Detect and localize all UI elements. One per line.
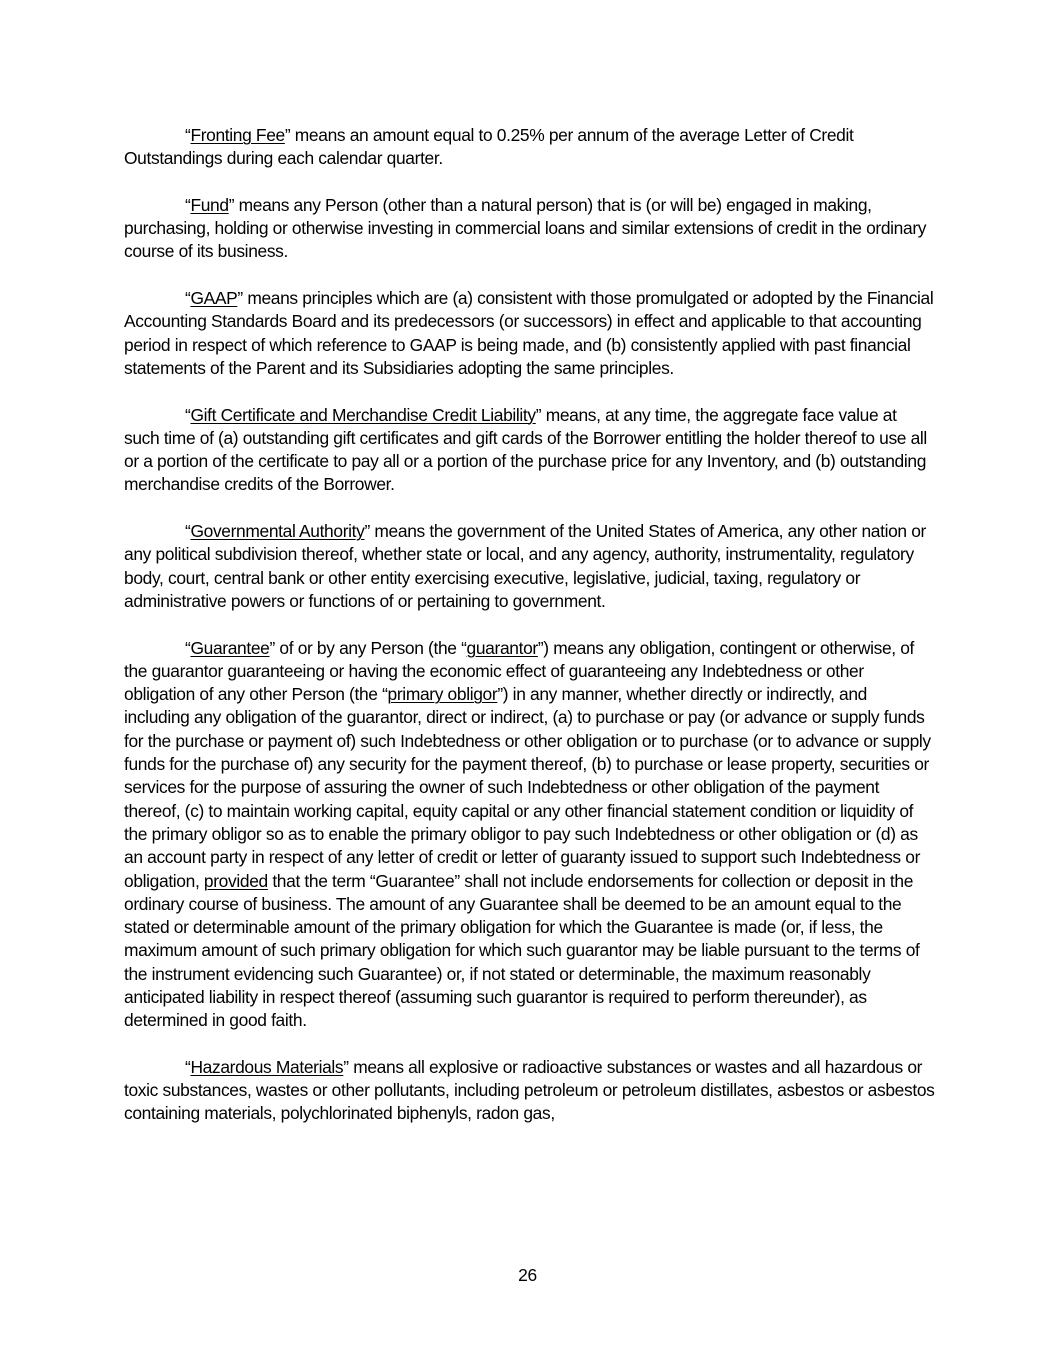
definition-text: that the term “Guarantee” shall not include endorsements for collection or deposit in the ordinary course of business. The amount of any Guarantee shall be deemed to be an amount equal to the stated or determinable amount of the primary obligation for which the Guarantee is made (or, if less, the maximum amount of such primary obligation for which such guarantor may be liable pursuant to the terms of the instrument evidencing such Guarantee) or, if not stated or determinable, the maximum reasonably anticipated liability in respect thereof (assuming such guarantor is required to perform thereunder), as determined in good faith. xyxy=(124,870,920,1031)
definition-text: ” means, at any time, the aggregate face value at such time of (a) outstanding gift certificates and gift cards of the Borrower entitling the holder thereof to use all or a portion of the certificate to pay all or a portion of the purchase price for any Inventory, and (b) outstanding merchandise credits of the Borrower. xyxy=(124,404,927,495)
defined-term: Hazardous Materials xyxy=(190,1056,344,1077)
open-quote: “ xyxy=(185,1056,191,1077)
definition-governmental-authority xyxy=(124,520,936,613)
definition-text: ”) means any obligation, contingent or otherwise, of the guarantor guaranteeing or having the economic effect of guaranteeing any Indebtedness or other obligation of any other Person (the “ xyxy=(124,637,915,705)
open-quote: “ xyxy=(185,637,191,658)
defined-term: Fund xyxy=(190,194,229,215)
defined-term: Fronting Fee xyxy=(190,125,285,145)
defined-term: Gift Certificate and Merchandise Credit Liability xyxy=(190,404,536,425)
inline-term-provided: provided xyxy=(203,870,268,891)
definition-gift-certificate xyxy=(124,404,936,497)
open-quote: “ xyxy=(185,194,191,215)
definition-text: ” means all explosive or radioactive substances or wastes and all hazardous or toxic substances, wastes or other pollutants, including petroleum or petroleum distillates, asbestos or asbestos containing materials, polychlorinated biphenyls, radon gas, xyxy=(124,1056,935,1124)
definition-text: ”) in any manner, whether directly or indirectly, and including any obligation of the guarantor, direct or indirect, (a) to purchase or pay (or advance or supply funds for the purchase or payment of) such Indebtedness or other obligation or to purchase (or to advance or supply funds for the purchase of) any security for the payment thereof, (b) to purchase or lease property, securities or services for the purpose of assuring the owner of such Indebtedness or other obligation of the payment thereof, (c) to maintain working capital, equity capital or any other financial statement condition or liquidity of the primary obligor so as to enable the primary obligor to pay such Indebtedness or other obligation or (d) as an account party in respect of any letter of credit or letter of guaranty issued to support such Indebtedness or obligation, xyxy=(124,684,931,891)
defined-term: GAAP xyxy=(190,288,238,309)
defined-term: Guarantee xyxy=(190,637,270,658)
definition-fronting-fee xyxy=(124,124,936,171)
open-quote: “ xyxy=(185,404,191,425)
definition-text: ” means any Person (other than a natural person) that is (or will be) engaged in making, purchasing, holding or otherwise investing in commercial loans and similar extensions of credit in the ordinary course of its business. xyxy=(124,194,927,262)
open-quote: “ xyxy=(185,125,191,145)
definition-text: ” means principles which are (a) consistent with those promulgated or adopted by the Financial Accounting Standards Board and its predecessors (or successors) in effect and applicable to that accounting period in respect of which reference to GAAP is being made, and (b) consistently applied with past financial statements of the Parent and its Subsidiaries adopting the same principles. xyxy=(124,288,934,378)
page-number: 26 xyxy=(518,1265,537,1285)
definition-gaap xyxy=(124,287,936,380)
defined-term: Governmental Authority xyxy=(190,521,365,542)
definition-text: ” of or by any Person (the “ xyxy=(269,637,467,658)
page-content xyxy=(124,124,936,1149)
definition-text: ” means the government of the United States of America, any other nation or any political subdivision thereof, whether state or local, and any agency, authority, instrumentality, regulatory body, court, central bank or other entity exercising executive, legislative, judicial, taxing, regulatory or administrative powers or functions of or pertaining to government. xyxy=(124,521,926,611)
definition-text: ” means an amount equal to 0.25% per annum of the average Letter of Credit Outstandings during each calendar quarter. xyxy=(124,125,854,169)
definition-fund xyxy=(124,194,936,264)
open-quote: “ xyxy=(185,288,191,309)
definition-guarantee xyxy=(124,637,936,1033)
inline-term-primary-obligor: primary obligor xyxy=(387,684,498,705)
open-quote: “ xyxy=(185,521,191,542)
definition-hazardous-materials xyxy=(124,1056,936,1126)
inline-term-guarantor: guarantor xyxy=(466,637,538,658)
